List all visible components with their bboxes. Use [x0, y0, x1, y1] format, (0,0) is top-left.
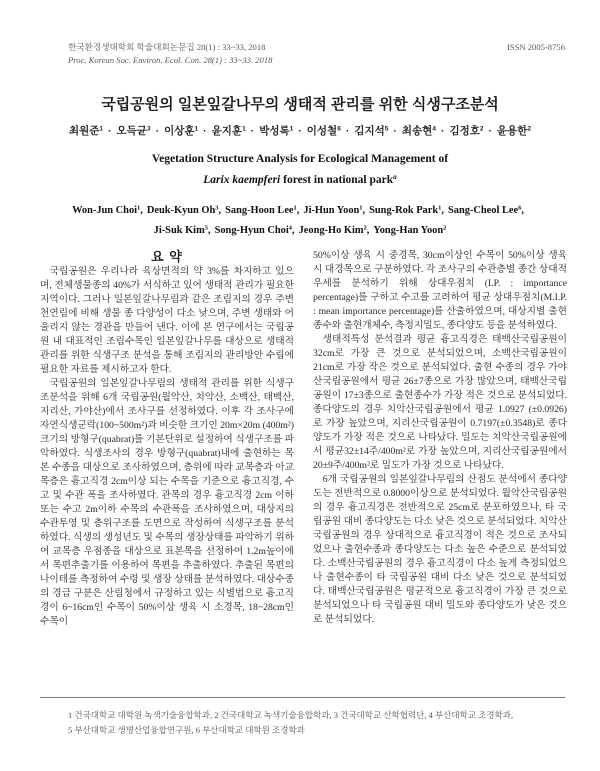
author-affiliation-mark: 1 [359, 204, 363, 212]
abstract-heading: 요 약 [151, 249, 183, 264]
author-affiliation-mark: 1 [438, 204, 442, 212]
abstract-paragraph: 국립공원의 일본잎갈나무림의 생태적 관리를 위한 식생구조분석을 위해 6개 국립공원(월악산, 치악산, 소백산, 태백산, 지리산, 가야산)에서 조사구를 선정하였다. 이후 각 조사구에 자연식생군락(100~500m²)과 비슷한 크기인 20m×20m (400m²)크기의 방형구(quabrat)를 기본단위로 설정하여 식생구조를 파악하였다. 식생조사의 경우 방형구(quabrat)내에 출현하는 목본 수종을 대상으로 조사하였으며, 층위에 따라 교목층과 아교목층은 흉고직경 2cm이상 되는 수목을 기준으로 흉고직경, 수고 및 수관 폭을 조사하였다. 관목의 경우 흉고직경 2cm 이하 또는 수고 2m이하 수목의 수관폭을 조사하였으며, 대상지의 수관투영 및 층위구조를 도면으로 작성하여 식생구조를 분석하였다. 식생의 생성년도 및 수목의 생장상태를 파악하기 위하여 교목층 우점종을 대상으로 표본목을 선정하여 1.2m높이에서 목편추출기를 이용하여 목편을 추출하였다. 추출된 목편의 나이테를 측정하여 수령 및 생장 상태를 분석하였다. 대상수종의 경급 구분은 산림청에서 규정하고 있는 식별법으로 흉고직경이 6~16cm인 수목이 50%이상 생육 시 소경목, 18~28cm인 수목이 [40, 378, 294, 627]
author-affiliation-mark: 6 [518, 204, 522, 212]
author-separator: , [521, 205, 524, 216]
journal-header-ko: 한국환경생태학회 학술대회논문집 28(1) : 33~33, 2018 [68, 42, 266, 52]
author-name: Ji-Suk Kim [153, 225, 205, 236]
author-name: 최원준 [68, 125, 100, 137]
author-separator: · [203, 125, 207, 137]
author-separator: · [250, 125, 255, 137]
author-separator: · [393, 125, 397, 137]
author-affiliation-mark: 2 [443, 224, 447, 232]
title-en-line-1: Vegetation Structure Analysis for Ecological Management of [151, 153, 449, 165]
author-separator: , [207, 225, 211, 236]
footnote-line: 5 부산대학교 생명산업융합연구원, 6 부산대학교 대학원 조경학과 [68, 725, 305, 735]
author-affiliation-mark: 5 [384, 125, 389, 133]
issn-label: ISSN 2005-8756 [506, 42, 565, 52]
author-affiliation-mark: 4 [432, 125, 436, 133]
abstract-left-column [40, 249, 294, 629]
author-affiliation-mark: 3 [215, 204, 219, 212]
author-affiliation-mark: 1 [242, 125, 246, 133]
author-name: Jeong-Ho Kim [298, 225, 364, 236]
author-line [0, 221, 600, 241]
author-separator: , [140, 205, 143, 216]
author-affiliation-mark: 4 [288, 224, 292, 232]
author-affiliation-mark: 1 [99, 125, 103, 133]
journal-header-en: Proc. Korean Soc. Environ. Ecol. Con. 28(1) : 33~33. 2018 [68, 55, 273, 65]
author-name: Deuk-Kyun Oh [146, 205, 216, 216]
author-name: Sang-Cheol Lee [447, 205, 519, 216]
page-title-en [0, 149, 600, 191]
page-title-ko: 국립공원의 일본잎갈나무의 생태적 관리를 위한 식생구조분석 [101, 96, 499, 113]
author-list-en [0, 201, 600, 241]
author-separator: , [218, 205, 222, 216]
footnote-divider [40, 697, 565, 698]
author-name: 윤지훈 [211, 125, 243, 137]
author-name: 김지석 [354, 125, 385, 137]
author-separator: , [296, 205, 300, 216]
author-separator: · [298, 125, 302, 137]
author-separator: , [362, 205, 366, 216]
author-separator: · [345, 125, 350, 137]
author-affiliation-mark: 2 [363, 224, 367, 232]
author-affiliation-mark: 1 [293, 204, 297, 212]
author-line [0, 201, 600, 221]
footnote-line: 1 건국대학교 대학원 녹색기술융합학과, 2 건국대학교 녹색기술융합학과, 3 건국대학교 산학협력단, 4 부산대학교 조경학과, [68, 710, 514, 720]
author-affiliation-mark: 6 [337, 125, 341, 133]
title-en-line-2 [0, 170, 600, 191]
author-name: Sang-Hoon Lee [225, 205, 294, 216]
abstract-paragraph-continued: 50%이상 생육 시 중경목, 30cm이상인 수목이 50%이상 생육 시 대경목으로 구분하였다. 각 조사구의 수관층별 종간 상대적 우세를 분석하기 위해 상대우점치 (I.P. : importance percentage)를 구하고 수고를 고려하여 평균 상대우점치(M.I.P. : mean importance percentage)를 산출하였으며, 대상지별 출현종수와 출현개체수, 측정지밀도, 종다양도 등을 분석하였다. [313, 250, 567, 331]
affiliation-footnotes [68, 708, 588, 738]
author-separator: · [155, 125, 160, 137]
author-name: 윤용한 [497, 125, 528, 137]
author-separator: · [440, 125, 445, 137]
author-separator: , [292, 225, 295, 236]
author-separator: · [488, 125, 492, 137]
title-en-rest: forest in national park [283, 174, 394, 186]
abstract-paragraph: 생태적특성 분석결과 평균 흉고직경은 태백산국립공원이 32cm로 가장 큰 것으로 분석되었으며, 소백산국립공원이 21cm로 가장 작은 것으로 분석되었다. 출현 수종의 경우 가야산국립공원에서 평균 26±7종으로 가장 많았으며, 태백산국립공원이 17±3종으로 출현종수가 가장 적은 것으로 분석되었다. 종다양도의 경우 치악산국립공원에서 평균 1.0927 (±0.0926)로 가장 높았으며, 지리산국립공원이 0.7197(±0.3548)로 종다양도가 가장 적은 것으로 나타났다. 밀도는 치악산국립공원에서 평균32±14주/400m²로 가장 높았으며, 지리산국립공원에서 20±9주/400m²로 밀도가 가장 것으로 나타났다. [313, 334, 567, 471]
author-separator: · [108, 125, 112, 137]
author-name: 김정호 [449, 125, 480, 137]
author-name: Song-Hyun Choi [214, 225, 289, 236]
author-affiliation-mark: 2 [479, 125, 484, 133]
author-affiliation-mark: 3 [146, 125, 151, 133]
author-name: Sung-Rok Park [369, 205, 439, 216]
author-name: 오득균 [116, 125, 147, 137]
author-name: Yong-Han Yoon [373, 225, 444, 236]
abstract-right-column [313, 249, 567, 627]
abstract-paragraph: 6개 국립공원의 일본잎갈나무림의 산점도 분석에서 종다양도는 전반적으로 0.8000이상으로 분석되었다. 월악산국립공원의 경우 흉고직경은 전반적으로 25cm로 분포하였으나, 타 국립공원 대비 종다양도는 다소 낮은 것으로 분석되었다. 치악산국립공원의 경우 상대적으로 흉고직경이 적은 것으로 조사되었으나 출현수종과 종다양도는 다소 높은 수준으로 분석되었다. 소백산국립공원의 경우 흉고직경이 다소 높게 측정되었으나 출현수종이 타 국립공원 대비 다소 낮은 것으로 분석되었다. 태백산국립공원은 평균적으로 흉고직경이 가장 큰 것으로 분석되었으나 타 국립공원 대비 밀도와 종다양도가 낮은 것으로 분석되었다. [313, 474, 567, 625]
author-list-ko [0, 124, 600, 138]
author-name: 이상훈 [164, 125, 195, 137]
author-affiliation-mark: 1 [194, 125, 199, 133]
title-note-mark: a [393, 173, 397, 182]
author-name: 이성철 [306, 125, 338, 137]
author-name: 박성록 [259, 125, 290, 137]
author-affiliation-mark: 1 [289, 125, 294, 133]
abstract-paragraph: 국립공원은 우리나라 육상면적의 약 3%를 차지하고 있으며, 전체생물종의 40%가 서식하고 있어 생태적 관리가 필요한 지역이다. 그러나 일본잎갈나무림과 같은 조림지의 경우 주변 천연림에 비해 생물 종 다양성이 다소 낮으며, 주변 생태와 어울리지 않는 경관을 만들어 낸다. 이에 본 연구에서는 국립공원 내 대표적인 조림수목인 일본잎갈나무를 대상으로 생태적 관리를 위한 식생구조 분석을 통해 조림지의 관리방안 수립에 필요한 자료를 제시하고자 한다. [40, 266, 294, 375]
author-affiliation-mark: 2 [527, 125, 532, 133]
author-name: Won-Jun Choi [72, 205, 138, 216]
author-name: Ji-Hun Yoon [303, 205, 360, 216]
author-affiliation-mark: 5 [204, 224, 208, 232]
species-name: Larix kaempferi [203, 174, 281, 186]
author-separator: , [366, 225, 370, 236]
author-name: 최송현 [401, 125, 433, 137]
author-affiliation-mark: 1 [137, 204, 141, 212]
author-separator: , [441, 205, 444, 216]
